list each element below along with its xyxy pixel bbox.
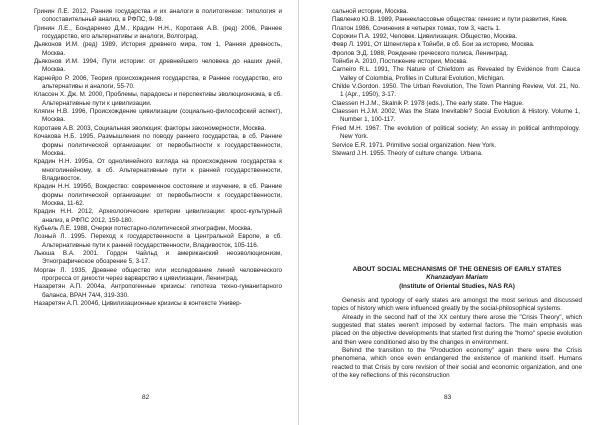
reference-entry: Тойнби А. 2010, Постижение истории, Москва. [332, 58, 468, 66]
page-number: 82 [142, 394, 150, 401]
article-block [332, 266, 582, 380]
reference-entry: Классен Х. Дж. М. 2000, Проблемы, парадоксы и перспективы эволюционизма, в сб. Альтернативные пути к цивилизации. [34, 91, 282, 107]
reference-entry: Павленко Ю.В. 1989, Раннеклассовые общества: генезис и пути развития, Киев. [332, 16, 568, 24]
reference-entry: Назаретян А.П. 2004а, Антропогенные кризисы: гипотеза техно-гуманитарного баланса, ВРАН 74/4, 319-330. [34, 283, 282, 299]
reference-entry: Дьяконов И.М. 1994, Пути истории: от древнейшего человека до наших дней, Москва. [34, 58, 282, 74]
reference-entry: Fried M.H. 1967. The evolution of political society; An essay in political anthropology. New York. [332, 124, 580, 141]
reference-entry: Клягин Н.В. 1996, Происхождение цивилизации (социально-философский аспект), Москва. [34, 108, 282, 124]
reference-entry: Кочакова Н.Б. 1995, Размышления по поводу раннего государства, в сб. Ранние формы политической организации: от первобытности к государственности, Москва. [34, 133, 282, 157]
reference-entry: Февр Л. 1991, От Шпенглера к Тойнби, в сб. Бои за историю, Москва. [332, 41, 535, 49]
reference-entry: Service E.R. 1971. Primitive social organization. New York. [332, 141, 497, 149]
reference-entry: Льюша В.А. 2001. Гордон Чайльд и американский неоэволюционизм, Этнографическое обозрение 5, 3-17. [34, 249, 282, 266]
left-page [0, 0, 296, 425]
article-paragraph: Behind the transition to the "Production economy" again there were the Crisis phenomena, which once even endangered the existence of mankind itself. Humans reacted to that Crisis by core revision of their social and economic organization, and one of the key reflections of this reconstruction [332, 346, 582, 379]
reference-entry: Платон 1986, Сочинения в четырех томах, том 3, часть 1. [332, 24, 501, 32]
reference-entry: Гринин Л.Е., Бондаренко Д.М., Крадин Н.Н., Коротаев А.В. (ред) 2006, Раннее государство, его альтернативы и аналоги, Волгоград. [34, 24, 282, 41]
reference-entry: Лозный Л. 1995. Переход к государственности в Центральной Европе, в сб. Альтернативные пути к ранней государственности, Владивосток, 105-116. [34, 233, 282, 249]
reference-entry: Steward J.H. 1955. Theory of culture change. Urbana. [332, 149, 483, 157]
reference-entry: Гринин Л.Е. 2012, Ранние государства и их аналоги в политогенезе: типология и сопоставительный анализ, в РФПС, 9-98. [34, 8, 282, 24]
article-institution: (Institute of Oriental Studies, NAS RA) [399, 282, 515, 290]
reference-entry: Крадин Н.Н. 1995б, Вождество: современное состояние и изучение, в сб. Ранние формы политической организации: от первобытности к государственности, Москва, 11-62. [34, 183, 282, 207]
article-paragraph: Already in the second half of the XX century there arose the "Crisis Theory", which suggested that states weren't imposed by external factors. The main emphasis was placed on the objective developments that started first during the "homo" specie evolution and then were conditioned also by the changes in environment. [332, 313, 582, 346]
article-author: Khanzadyan Mariam [426, 274, 488, 282]
reference-entry: сальной истории, Москва. [332, 8, 409, 15]
right-page [304, 0, 600, 425]
reference-entry: Коротаев А.В. 2003, Социальная эволюция: факторы закономерности, Москва. [34, 124, 267, 132]
reference-entry: Дьяконов И.М. (ред) 1989, История древнего мира, том 1, Ранняя древность, Москва. [34, 41, 282, 57]
reference-entry: Carneiro R.L. 1991, The Nature of Chiefdom as Revealed by Evidence from Cauca Valley of Colombia, Profiles in Cultural Evolution, Michigan. [332, 66, 580, 82]
reference-entry: Кубьель Л.Е. 1988, Очерки потестарно-политической этнографии, Москва. [34, 224, 253, 232]
book-gutter [298, 0, 299, 425]
reference-entry: Крадин Н.Н. 2012, Археологические критерии цивилизации: кросс-культурный анализ, в РФПС 2012, 159-180. [34, 208, 282, 224]
reference-entry: Claessen H.J.M. 2002, Was the State Inevitable? Social Evolution & History. Volume 1, Number 1, 100-117. [332, 108, 580, 124]
article-title: ABOUT SOCIAL MECHANISMS OF THE GENESIS OF EARLY STATES [352, 266, 562, 273]
reference-entry: Childe V.Gordon. 1950. The Urban Revolution, The Town Planning Review, Vol. 21, No. 1 (Apr., 1950), 3-17. [332, 83, 580, 99]
page-number: 83 [444, 394, 452, 401]
left-reference-list [34, 8, 282, 308]
reference-entry: Крадин Н.Н. 1995а, От однолинейного взгляда на происхождение государства к многолинейному, в сб. Альтернативные пути к ранней государственности, Владивосток. [34, 158, 282, 182]
reference-entry: Назаретян А.П. 2004б, Цивилизационные кризисы в контексте Универ- [34, 300, 242, 308]
reference-entry: Сорокин П.А. 1992, Человек. Цивилизация. Общество, Москва. [332, 33, 518, 41]
reference-entry: Карнейро Р. 2006, Теория происхождения государства, в Раннее государство, его альтернативы и аналоги, 55-70. [34, 74, 282, 91]
reference-entry: Морган Л. 1935, Древнее общество или исследование линий человеческого прогресса от дикости через варварство к цивилизации, Ленинград. [34, 266, 282, 282]
reference-entry: Фролов Э.Д. 1988, Рождение греческого полиса, Ленинград. [332, 49, 509, 57]
right-reference-list [332, 8, 580, 158]
reference-entry: Claessen H.J.M., Skalnik P. 1978 (eds.), The early state. The Hague. [332, 99, 524, 107]
article-paragraph: Genesis and typology of early states are amongst the most serious and discussed topics of history which were influenced greatly by the social-philosophical systems. [332, 296, 582, 313]
